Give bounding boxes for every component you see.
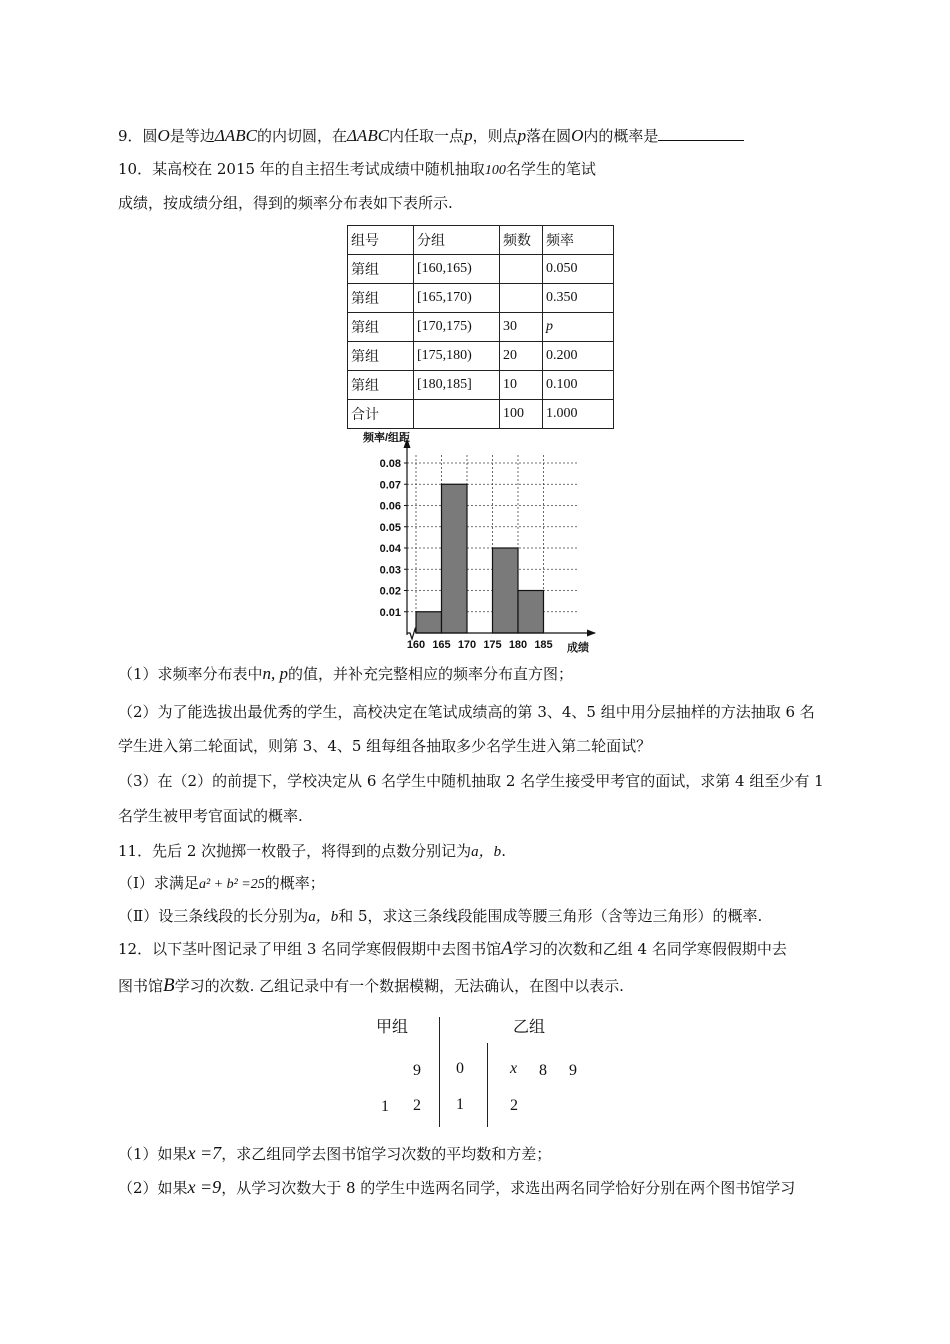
table-cell: 第组 — [348, 255, 414, 284]
q10-text-1a: 10．某高校在 2015 年的自主招生考试成绩中随机抽取 — [118, 160, 485, 178]
table-row — [348, 313, 614, 342]
q10-sample-size: 100 — [484, 163, 506, 178]
q12-sub1-eq: x =7 — [187, 1143, 222, 1163]
frequency-table — [347, 225, 614, 429]
y-tick-label: 0.01 — [379, 606, 401, 619]
q10-sub3-line1: （3）在（2）的前提下，学校决定从 6 名学生中随机抽取 2 名学生接受甲考官的面试，求第 4 组至少有 1 — [118, 772, 824, 790]
q12-library-a: A — [501, 938, 513, 959]
table-cell: 第组 — [348, 342, 414, 371]
q12-text-2a: 图书馆 — [118, 977, 164, 995]
q12-sub1 — [118, 1143, 551, 1164]
stem-leaf-right-title: 乙组 — [513, 1017, 546, 1036]
q9-text-1: 是等边 — [169, 127, 215, 145]
q10-sub1 — [118, 664, 573, 684]
leaf-left: 1 — [381, 1098, 389, 1115]
q9-var-o: O — [157, 126, 170, 145]
table-header-cell: 频率 — [543, 226, 614, 255]
q12-sub1-text-b: ，求乙组同学去图书馆学习次数的平均数和方差； — [221, 1145, 552, 1163]
y-tick-label: 0.03 — [379, 564, 401, 577]
table-header-cell: 组号 — [348, 226, 414, 255]
leaf-right: x — [510, 1060, 518, 1077]
q11-sub1-text-a: （Ⅰ）求满足 — [118, 874, 199, 892]
q9-line — [118, 126, 744, 146]
q11-line — [118, 841, 506, 862]
table-cell: [175,180) — [414, 342, 500, 371]
leaf-right: 8 — [539, 1062, 547, 1079]
stem-value: 1 — [456, 1096, 464, 1113]
q9-triangle-abc-2: ΔABC — [346, 126, 390, 145]
x-tick-label: 165 — [432, 639, 451, 651]
x-tick-label: 160 — [406, 639, 426, 651]
y-axis-title: 频率/组距 — [363, 432, 411, 444]
table-row — [348, 371, 614, 400]
table-cell — [500, 255, 543, 284]
y-tick-label: 0.02 — [379, 585, 401, 598]
y-tick-label: 0.08 — [379, 458, 401, 470]
histogram-bar — [493, 548, 519, 633]
q11-vars: a，b — [471, 844, 502, 860]
q9-text-4: ，则点 — [472, 127, 518, 145]
leaf-right: 2 — [510, 1097, 518, 1114]
table-cell: 30 — [500, 313, 543, 342]
x-tick-label: 185 — [534, 639, 553, 651]
q11-sub2-text-b: 和 5，求这三条线段能围成等腰三角形（含等边三角形）的概率. — [338, 907, 763, 925]
x-tick-label: 170 — [457, 639, 477, 651]
q10-sub1-text-a: （1）求频率分布表中 — [118, 665, 263, 683]
q12-sub1-text-a: （1）如果 — [118, 1145, 188, 1163]
q12-text-1b: 学习的次数和乙组 4 名同学寒假假期中去 — [512, 940, 787, 958]
stem-value: 0 — [456, 1060, 464, 1077]
q9-var-o-2: O — [571, 126, 584, 145]
q11-sub2-vars: a，b — [308, 909, 339, 925]
table-row — [348, 255, 614, 284]
q12-text-1a: 12．以下茎叶图记录了甲组 3 名同学寒假假期中去图书馆 — [118, 940, 502, 958]
table-cell: 1.000 — [543, 400, 614, 429]
histogram-bar — [518, 591, 544, 634]
x-tick-label: 175 — [483, 639, 502, 651]
q9-number-text: 9．圆 — [118, 127, 158, 145]
q9-text-3: 内任取一点 — [389, 127, 465, 145]
leaf-left: 2 — [413, 1097, 421, 1114]
q12-line-2 — [118, 976, 624, 996]
leaf-right: 9 — [569, 1062, 577, 1079]
answer-blank — [658, 126, 744, 141]
table-cell: 第组 — [348, 284, 414, 313]
q12-text-2b: 学习的次数. 乙组记录中有一个数据模糊，无法确认，在图中以表示. — [174, 977, 624, 995]
q11-text-b: . — [501, 842, 506, 860]
table-row — [348, 342, 614, 371]
q11-sub2-text-a: （Ⅱ）设三条线段的长分别为 — [118, 907, 309, 925]
table-cell: p — [543, 313, 614, 342]
q12-line-1 — [118, 939, 787, 959]
table-cell: [160,165) — [414, 255, 500, 284]
histogram-bar — [442, 484, 468, 633]
q11-sub1 — [118, 873, 325, 895]
q10-sub2-line2: 学生进入第二轮面试，则第 3、4、5 组每组各抽取多少名学生进入第二轮面试？ — [118, 737, 652, 755]
q10-sub3-line2: 名学生被甲考官面试的概率. — [118, 807, 303, 825]
q9-var-p-2: p — [517, 126, 527, 145]
q12-sub2 — [118, 1177, 795, 1198]
table-cell: 100 — [500, 400, 543, 429]
table-header-cell: 频数 — [500, 226, 543, 255]
q10-sub1-vars: n, p — [262, 664, 289, 683]
q12-sub2-eq: x =9 — [187, 1177, 222, 1197]
y-tick-label: 0.06 — [379, 500, 401, 513]
table-cell: [165,170) — [414, 284, 500, 313]
table-cell: 0.200 — [543, 342, 614, 371]
table-cell — [414, 400, 500, 429]
frequency-histogram — [355, 428, 605, 653]
q10-text-1c: 名学生的笔试 — [505, 160, 596, 178]
table-cell: 0.100 — [543, 371, 614, 400]
table-cell: 20 — [500, 342, 543, 371]
table-header-cell: 分组 — [414, 226, 500, 255]
leaf-left: 9 — [413, 1062, 421, 1079]
q9-triangle-abc: ΔABC — [214, 126, 257, 145]
table-cell: [180,185] — [414, 371, 500, 400]
x-tick-label: 180 — [508, 639, 528, 651]
q11-text-a: 11．先后 2 次抛掷一枚骰子，将得到的点数分别记为 — [118, 842, 472, 860]
y-tick-label: 0.07 — [379, 479, 401, 492]
q9-var-p: p — [464, 126, 473, 145]
table-cell: 第组 — [348, 371, 414, 400]
table-cell: 0.050 — [543, 255, 614, 284]
table-row — [348, 400, 614, 429]
y-tick-label: 0.04 — [379, 543, 401, 555]
q9-text-2: 的内切圆，在 — [256, 127, 347, 145]
y-tick-label: 0.05 — [379, 521, 401, 534]
q11-sub2 — [118, 906, 762, 927]
table-cell: 10 — [500, 371, 543, 400]
q10-line-1 — [118, 159, 596, 181]
q12-sub2-text-a: （2）如果 — [118, 1179, 188, 1197]
q12-library-b: B — [163, 975, 175, 996]
table-cell: [170,175) — [414, 313, 500, 342]
table-cell — [500, 284, 543, 313]
q9-text-5: 落在圆 — [526, 127, 572, 145]
x-axis-arrow — [587, 630, 596, 637]
q9-text-6: 内的概率是 — [583, 127, 659, 145]
q10-sub2-line1: （2）为了能选拔出最优秀的学生，高校决定在笔试成绩高的第 3、4、5 组中用分层抽样的方法抽取 6 名 — [118, 703, 815, 721]
stem-right-divider — [487, 1043, 488, 1127]
histogram-bar — [416, 612, 442, 633]
table-row — [348, 284, 614, 313]
q12-sub2-text-b: ，从学习次数大于 8 的学生中选两名同学，求选出两名同学恰好分别在两个图书馆学习 — [221, 1179, 796, 1197]
stem-leaf-left-title: 甲组 — [376, 1017, 409, 1036]
table-header-row — [348, 226, 614, 255]
table-cell: 0.350 — [543, 284, 614, 313]
q10-line-2: 成绩，按成绩分组，得到的频率分布表如下表所示. — [118, 194, 453, 212]
table-cell: 合计 — [348, 400, 414, 429]
stem-left-divider — [439, 1017, 440, 1127]
q11-equation: a² + b² =25 — [198, 877, 265, 892]
q11-sub1-text-b: 的概率； — [264, 874, 325, 892]
x-axis-title: 成绩 — [567, 642, 589, 653]
table-cell: 第组 — [348, 313, 414, 342]
q10-sub1-text-b: 的值，并补充完整相应的频率分布直方图； — [288, 665, 574, 683]
